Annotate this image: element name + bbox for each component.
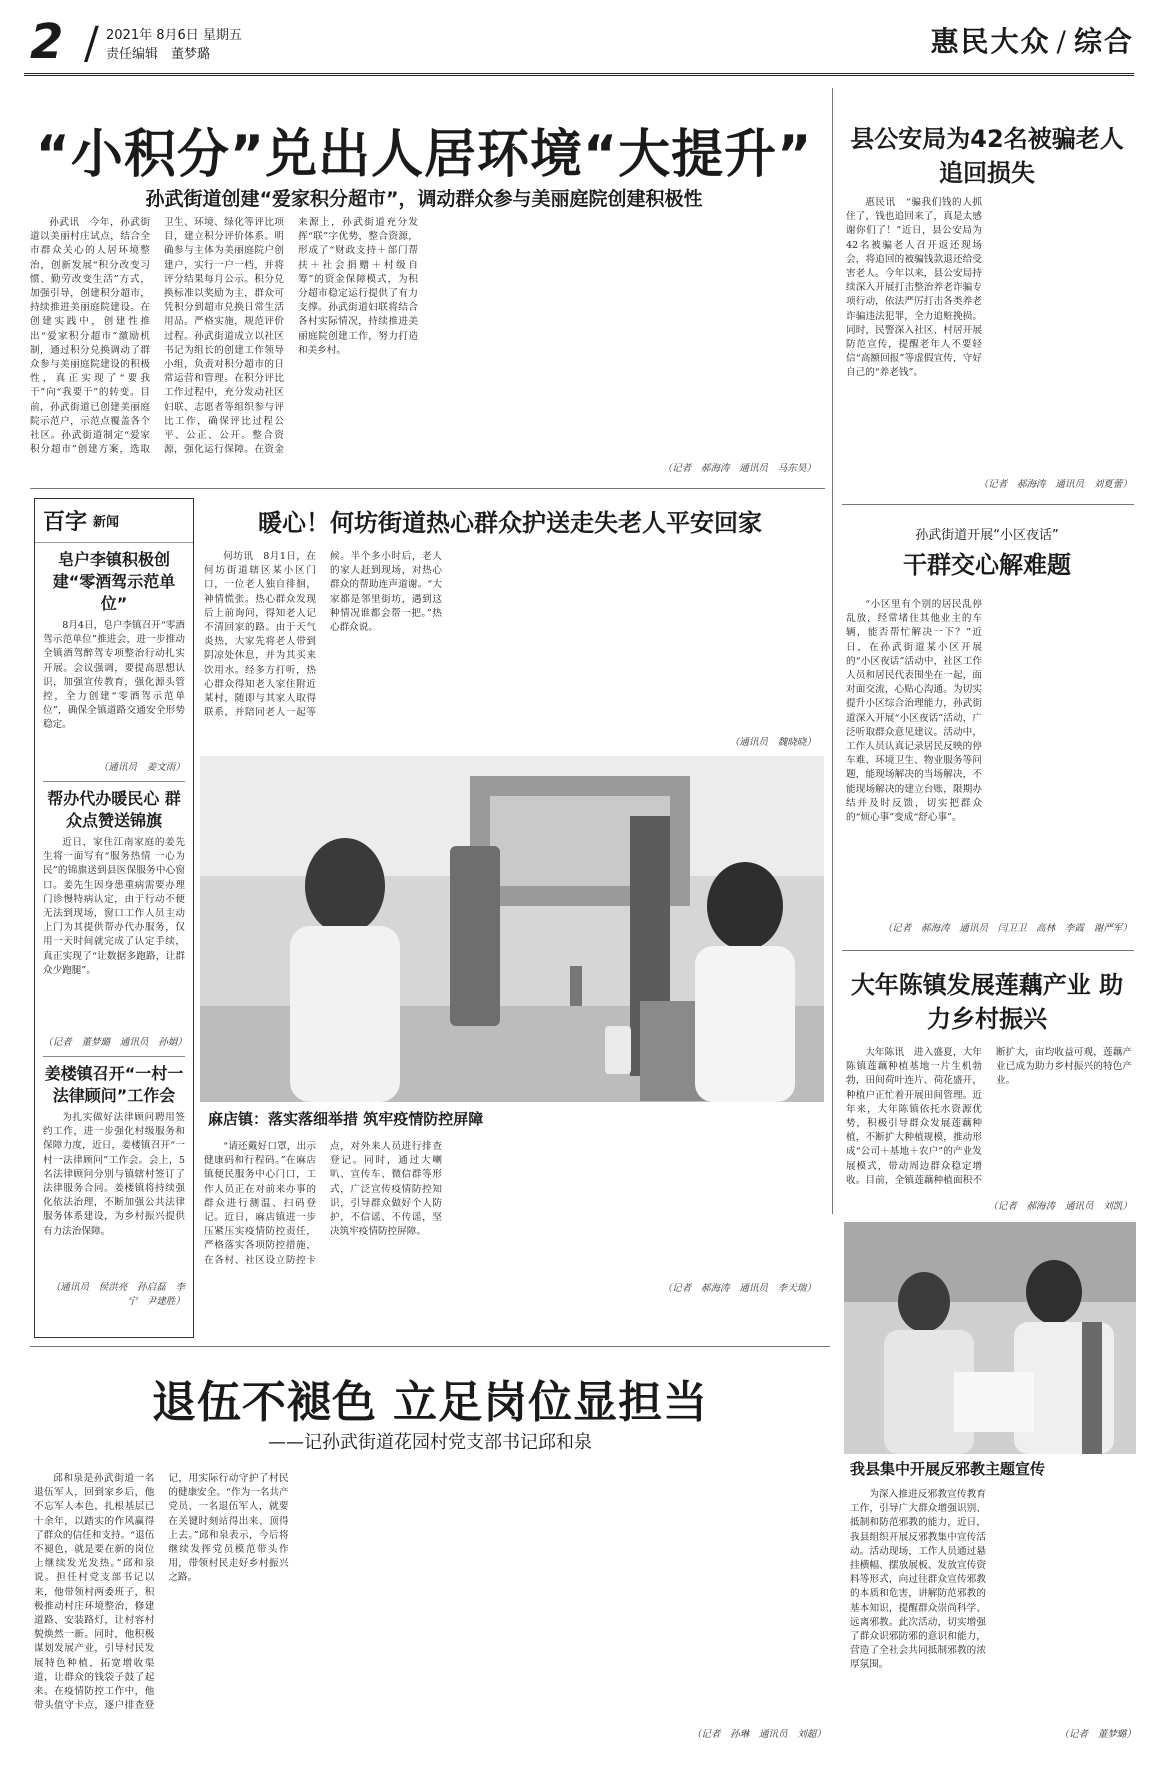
- anticult-caption: 我县集中开展反邪教主题宣传: [850, 1460, 1046, 1478]
- epidemic-body: “请还戴好口罩，出示健康码和行程码。”在麻店镇便民服务中心门口，工作人员正在对前来办事的群众进行测温、扫码登记。近日，麻店镇进一步压紧压实疫情防控责任，严格落实各项防控措施，在各村、社区设立防控卡点，对外来人员进行排查登记。同时，通过大喇叭、宣传车、微信群等形式，广泛宣传疫情防控知识，引导群众做好个人防护，不信谣、不传谣，坚决筑牢疫情防控屏障。: [204, 1141, 442, 1266]
- lead-body: 孙武讯 今年，孙武街道以美丽村庄试点，结合全市群众关心的人居环境整治，创新发展“积分改变习惯、勤劳改变生活”方式，加强引导，创建积分超市，持续推进美丽庭院建设。在创建实践中，创建性推出“爱家积分超市”激励机制，通过积分兑换调动了群众参与美丽庭院建设的积极性，真正实现了“要我干”向“我要干”的转变。目前，孙武街道已创建美丽庭院示范户，示范点覆盖各个社区。孙武街道制定“爱家积分超市”创建方案，选取卫生、环境、绿化等评比项目，建立积分评价体系。明确参与主体为美丽庭院户创建户，实行一户一档，并将评分结果每月公示。积分兑换标准以奖励为主，群众可凭积分到超市兑换日常生活用品。严格实施，规范评价过程。孙武街道成立以社区书记为组长的创建工作领导小组，负责对积分超市的日常运营和管理。在积分评比工作过程中，充分发动社区妇联、志愿者等组织参与评比工作，确保评比过程公平、公正、公开。整合资源，强化运行保障。在资金来源上，孙武街道充分发挥“联”字优势，整合资源，形成了“财政支持＋部门帮扶＋社会捐赠＋村级自筹”的资金保障模式，为积分超市稳定运行提供了有力支撑。孙武街道妇联将结合各村实际情况，持续推进美丽庭院创建工作，努力打造和美乡村。: [30, 217, 418, 456]
- section-name: 综合: [1073, 25, 1134, 58]
- divider-fraud: [842, 504, 1134, 505]
- news-brief-title: 帮办代办暖民心 群众点赞送锦旗: [47, 789, 181, 830]
- veteran-body: 邱和泉是孙武街道一名退伍军人，回到家乡后，他不忘军人本色，扎根基层已十余年，以踏实的作风赢得了群众的信任和支持。“退伍不褪色，就是要在新的岗位上继续发光发热。”邱和泉说。担任村党支部书记以来，他带领村两委班子，积极推动村庄环境整治，修建道路、安装路灯，让村容村貌焕然一新。同时，他积极谋划发展产业，引导村民发展特色种植，拓宽增收渠道，让群众的钱袋子鼓了起来。在疫情防控工作中，他带头值守卡点，逐户排查登记，用实际行动守护了村民的健康安全。“作为一名共产党员、一名退伍军人，就要在关键时刻站得出来、顶得上去。”邱和泉表示，今后将继续发挥党员模范带头作用，带领村民走好乡村振兴之路。: [34, 1473, 289, 1712]
- news-brief-body: 近日，家住江南家庭的姜先生将一面写有“服务热情 一心为民”的锦旗送到县医保服务中心窗口。姜先生因身患重病需要办理门诊慢特病认定，由于行动不便无法到现场，窗口工作人员主动上门为其提供帮办代办服务，仅用一天时间就完成了认定手续，真正实现了“让数据多跑路，让群众少跑腿”。: [43, 837, 185, 976]
- veteran-credit: （记者 孙琳 通讯员 刘超）: [691, 1729, 826, 1740]
- epidemic-photo: [200, 756, 824, 1102]
- page-number: 2: [30, 14, 64, 70]
- editor-credit: 责任编辑 董梦璐: [106, 47, 211, 62]
- night-talk-credit: （记者 郝海涛 通讯员 闫卫卫 高林 李霞 谢严军）: [882, 923, 1132, 934]
- news-brief-item: [35, 543, 193, 781]
- news-brief-title: 姜楼镇召开“一村一法律顾问”工作会: [44, 1064, 184, 1105]
- masthead: [24, 14, 1134, 76]
- anticult-photo: [844, 1222, 1136, 1454]
- divider-night-talk: [842, 950, 1134, 951]
- lead-subhead: 孙武街道创建“爱家积分超市”，调动群众参与美丽庭院创建积极性: [145, 188, 703, 210]
- page-number-slash: /: [84, 18, 99, 69]
- lotus-credit: （记者 郝海涛 通讯员 刘凯）: [988, 1201, 1132, 1212]
- news-brief-logo: 百字: [43, 510, 88, 535]
- news-brief-credit: （通讯员 姜文雨）: [98, 762, 185, 773]
- news-brief-item: [35, 1057, 193, 1315]
- fraud-credit: （记者 郝海涛 通讯员 刘夏蕾）: [978, 479, 1132, 490]
- epidemic-credit: （记者 郝海涛 通讯员 李天瑞）: [662, 1283, 816, 1294]
- issue-date: 2021年 8月6日 星期五: [106, 28, 242, 43]
- fraud-headline: 县公安局为42名被骗老人追回损失: [850, 125, 1124, 187]
- news-brief-credit: （记者 董梦璐 通讯员 孙娟）: [43, 1037, 187, 1048]
- fraud-body: 惠民讯 “骗我们钱的人抓住了，钱也追回来了，真是太感谢你们了！”近日，县公安局为42名被骗老人召开返还现场会，将追回的被骗钱款退还给受害老人。今年以来，县公安局持续深入开展打击整治养老诈骗专项行动，依法严厉打击各类养老诈骗违法犯罪，全力追赃挽损。同时，民警深入社区、村居开展防范宣传，提醒老年人不要轻信“高额回报”等虚假宣传，守好自己的“养老钱”。: [846, 197, 982, 379]
- news-brief-logo-suffix: 新闻: [93, 515, 120, 530]
- newspaper-name: 惠民大众: [930, 25, 1051, 58]
- news-brief-box: [34, 498, 194, 1338]
- anticult-body: 为深入推进反邪教宣传教育工作，引导广大群众增强识别、抵制和防范邪教的能力，近日，我县组织开展反邪教集中宣传活动。活动现场，工作人员通过悬挂横幅、摆放展板、发放宣传资料等形式，向过往群众宣传邪教的本质和危害，讲解防范邪教的基本知识，提醒群众崇尚科学、远离邪教。此次活动，切实增强了群众识邪防邪的意识和能力，营造了全社会共同抵制邪教的浓厚氛围。: [850, 1489, 986, 1671]
- night-talk-body: “小区里有个别的居民乱停乱放，经常堵住其他业主的车辆，能否帮忙解决一下？”近日，在孙武街道某小区开展的“小区夜话”活动中，社区工作人员和居民代表围坐在一起，面对面交流，心贴心沟通。为切实提升小区综合治理能力，孙武街道深入开展“小区夜话”活动，广泛听取群众意见建议。活动中，工作人员认真记录居民反映的停车难、环境卫生、物业服务等问题，能现场解决的当场解决，不能现场解决的建立台账，限期办结并及时反馈，切实把群众的“烦心事”变成“舒心事”。: [846, 599, 982, 824]
- divider-veteran: [30, 1346, 830, 1347]
- anticult-credit: （记者 董梦璐）: [1059, 1729, 1136, 1740]
- lotus-headline: 大年陈镇发展莲藕产业 助力乡村振兴: [850, 971, 1124, 1033]
- news-brief-body: 8月4日，皂户李镇召开“零酒驾示范单位”推进会，进一步推动全镇酒驾醉驾专项整治行动扎实开展。会议强调，要提高思想认识，加强宣传教育，强化源头管控，全力创建“零酒驾示范单位”，确保全镇道路交通安全形势稳定。: [43, 620, 185, 731]
- lost-elder-headline: 暖心！何坊街道热心群众护送走失老人平安回家: [258, 509, 762, 537]
- veteran-subhead: ——记孙武街道花园村党支部书记邱和泉: [268, 1432, 592, 1453]
- news-brief-title: 皂户李镇积极创建“零酒驾示范单位”: [52, 550, 176, 613]
- lost-elder-body: 何坊讯 8月1日，在何坊街道辖区某小区门口，一位老人独自徘徊，神情慌张。热心群众发现后上前询问，得知老人记不清回家的路。由于天气炎热，大家先将老人带到阴凉处休息，并为其买来饮用水。经多方打听，热心群众得知老人家住附近某村，随即与其家人取得联系，并陪同老人一起等候。半个多小时后，老人的家人赶到现场，对热心群众的帮助连声道谢。“大家都是邻里街坊，遇到这种情况谁都会帮一把。”热心群众说。: [204, 551, 442, 719]
- divider-lead: [30, 488, 825, 489]
- lead-credit: （记者 郝海涛 通讯员 马东昊）: [662, 463, 816, 474]
- lost-elder-credit: （通讯员 魏晓晓）: [729, 737, 816, 748]
- epidemic-photo-illustration: [200, 756, 824, 1102]
- date-block: [106, 26, 242, 64]
- anticult-photo-illustration: [844, 1222, 1136, 1454]
- night-talk-kicker: 孙武街道开展“小区夜话”: [915, 528, 1059, 543]
- veteran-headline: 退伍不褪色 立足岗位显担当: [151, 1377, 709, 1428]
- news-brief-item: [35, 782, 193, 1056]
- lead-headline: “小积分”兑出人居环境“大提升”: [35, 125, 813, 185]
- brand: [931, 20, 1134, 60]
- brand-divider: /: [1056, 25, 1068, 58]
- lotus-body: 大年陈讯 进入盛夏，大年陈镇莲藕种植基地一片生机勃勃，田间荷叶连片、荷花盛开，种植户正忙着开展田间管理。近年来，大年陈镇依托水资源优势，积极引导群众发展莲藕种植，不断扩大种植规模，推动形成“公司＋基地＋农户”的产业发展模式，带动周边群众稳定增收。目前，全镇莲藕种植面积不断扩大，亩均收益可观，莲藕产业已成为助力乡村振兴的特色产业。: [846, 1047, 1132, 1186]
- news-brief-credit: （通讯员 侯洪亮 孙启磊 李宁 尹建胜）: [50, 1282, 185, 1307]
- column-divider-right: [832, 88, 833, 1214]
- news-brief-body: 为扎实做好法律顾问聘用签约工作，进一步强化村级服务和保障力度，近日，姜楼镇召开“一村一法律顾问”工作会。会上，5名法律顾问分别与镇辖村签订了法律服务合同。姜楼镇将持续强化依法治理，不断加强公共法律服务体系建设，为乡村振兴提供有力法治保障。: [43, 1112, 185, 1237]
- news-brief-header: [35, 499, 193, 543]
- night-talk-headline: 干群交心解难题: [903, 551, 1071, 579]
- epidemic-caption: 麻店镇：落实落细举措 筑牢疫情防控屏障: [208, 1110, 484, 1128]
